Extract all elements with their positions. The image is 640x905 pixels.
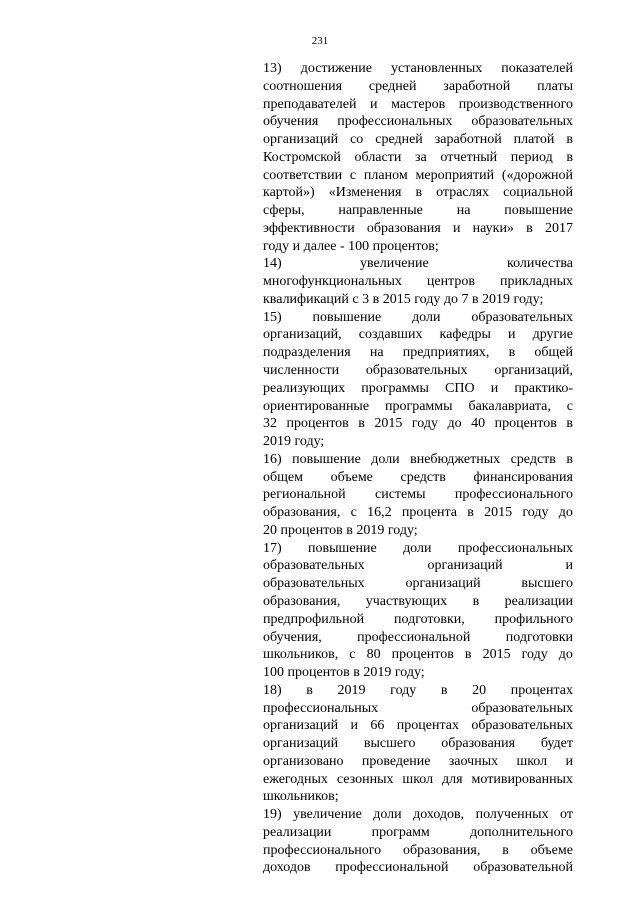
word: в [415, 185, 423, 201]
text-line [263, 96, 573, 114]
word: процента [401, 505, 458, 521]
word: повышение [504, 203, 573, 219]
word: и [565, 558, 573, 574]
word: 18) [263, 682, 282, 698]
word: образовательных [263, 576, 365, 592]
word: организаций, [494, 363, 573, 379]
word: практико- [514, 380, 573, 396]
word: направленные [338, 203, 423, 219]
word: реализации [504, 593, 573, 609]
word: региональной [263, 487, 346, 503]
word: 16,2 [367, 505, 392, 521]
word: и [452, 220, 461, 236]
word: с [349, 647, 356, 663]
word: в [508, 345, 516, 361]
word: году [521, 647, 548, 663]
word: в [464, 647, 472, 663]
word: с [566, 398, 573, 414]
word: объеме [530, 842, 573, 858]
word: планом [363, 167, 408, 183]
word: повышение [308, 540, 377, 556]
word: организаций, [263, 327, 342, 343]
text-line [263, 309, 573, 327]
word: отчетный [440, 149, 498, 165]
word: «Изменения [328, 185, 402, 201]
word: высшего [521, 576, 573, 592]
word: до [558, 505, 573, 521]
word: доли [412, 309, 441, 325]
text-line [263, 326, 573, 344]
word: профессиональной [357, 629, 471, 645]
word: 2019 году; [263, 434, 325, 450]
word: науки» [472, 220, 514, 236]
word: и [508, 327, 516, 343]
word: образования [441, 736, 516, 752]
word: году [522, 505, 549, 521]
word: доходов, [413, 807, 465, 823]
text-line [263, 433, 573, 451]
text-line [263, 664, 573, 682]
word: соотношения [263, 78, 343, 94]
word: заочных [448, 753, 499, 769]
text-line [263, 593, 573, 611]
word: показателей [501, 61, 573, 76]
word: в [502, 842, 509, 858]
word: в [467, 505, 474, 521]
text-line [263, 344, 573, 362]
word: до [558, 647, 573, 663]
word: финансирования [473, 469, 573, 485]
word: школ [516, 753, 548, 769]
word: школ [402, 771, 434, 787]
word: программ [371, 824, 430, 840]
text-line [263, 504, 573, 522]
word: 17) [263, 540, 282, 556]
word: от [560, 807, 573, 823]
text-line [263, 806, 573, 824]
word: средств [510, 451, 556, 467]
word: в [566, 416, 573, 432]
word: школьников; [263, 789, 339, 805]
word: в [440, 682, 448, 698]
word: организаций [263, 736, 339, 752]
word: создавших [358, 327, 423, 343]
word: общем [263, 469, 303, 485]
word: обучения [263, 114, 319, 130]
word: организаций [427, 558, 503, 574]
word: количества [507, 256, 573, 272]
word: процентах [396, 718, 459, 734]
text-line [263, 291, 573, 309]
word: кафедры [439, 327, 491, 343]
word: школьников, [263, 647, 339, 663]
document-body [263, 60, 573, 877]
word: 2015 [484, 505, 513, 521]
word: профессиональной [335, 860, 449, 876]
word: организаций [405, 576, 481, 592]
word: профессиональных [263, 700, 379, 716]
word: 2019 [337, 682, 366, 698]
word: в [566, 149, 573, 165]
text-line [263, 859, 573, 877]
text-line [263, 60, 573, 78]
word: 19) [263, 807, 282, 823]
word: предприятиях, [402, 345, 490, 361]
word: ориентированные [263, 398, 370, 414]
text-line [263, 273, 573, 291]
text-line [263, 78, 573, 96]
text-line [263, 415, 573, 433]
text-line [263, 131, 573, 149]
word: в [358, 416, 365, 432]
word: 100 процентов в 2019 году; [263, 665, 425, 681]
text-line [263, 629, 573, 647]
word: средней [368, 78, 417, 94]
text-line [263, 788, 573, 806]
word: образования [366, 220, 441, 236]
word: СПО [445, 380, 475, 396]
text-line [263, 771, 573, 789]
word: до [447, 416, 462, 432]
text-line [263, 611, 573, 629]
text-line [263, 398, 573, 416]
word: предпрофильной [263, 611, 365, 627]
word: организаций [263, 132, 339, 148]
word: объеме [330, 469, 373, 485]
text-line [263, 486, 573, 504]
word: общей [534, 345, 573, 361]
word: образовательных [471, 309, 573, 325]
word: достижение [300, 61, 372, 76]
word: обучения, [263, 629, 322, 645]
text-line [263, 646, 573, 664]
word: средств [400, 469, 446, 485]
word: подготовки [505, 629, 573, 645]
word: в [472, 593, 480, 609]
text-line [263, 540, 573, 558]
word: центров [426, 274, 475, 290]
text-line [263, 238, 573, 256]
text-line [263, 451, 573, 469]
text-line [263, 700, 573, 718]
word: 2015 [482, 647, 511, 663]
word: реализующих [263, 380, 346, 396]
word: на [369, 345, 384, 361]
text-line [263, 735, 573, 753]
word: системы [374, 487, 426, 503]
word: организовано [263, 753, 344, 769]
word: платы [537, 78, 573, 94]
word: бакалавриата, [468, 398, 551, 414]
word: 13) [263, 61, 282, 76]
word: 2015 [374, 416, 403, 432]
word: период [510, 149, 553, 165]
word: 20 [472, 682, 487, 698]
word: отраслях [436, 185, 490, 201]
word: будет [540, 736, 573, 752]
word: доли [403, 540, 432, 556]
word: дополнительного [470, 824, 573, 840]
word: процентов [286, 416, 349, 432]
word: другие [532, 327, 573, 343]
word: образовательных [471, 700, 573, 716]
word: картой») [263, 185, 315, 201]
word: численности [263, 363, 340, 379]
word: внебюджетных [410, 451, 501, 467]
word: эффективности [263, 220, 355, 236]
word: повышение [292, 451, 361, 467]
word: профильного [494, 611, 573, 627]
word: увеличение [293, 807, 362, 823]
text-line [263, 149, 573, 167]
word: процентов [494, 416, 557, 432]
word: процентах [510, 682, 573, 698]
word: образования, [402, 842, 481, 858]
word: прикладных [499, 274, 573, 290]
word: Костромской [263, 149, 341, 165]
word: году [390, 682, 417, 698]
text-line [263, 380, 573, 398]
word: платой [513, 132, 555, 148]
word: для [442, 771, 463, 787]
word: заработной [443, 78, 511, 94]
text-line [263, 717, 573, 735]
word: программы [384, 398, 453, 414]
word: со [350, 132, 364, 148]
text-line [263, 522, 573, 540]
text-line [263, 682, 573, 700]
text-line [263, 220, 573, 238]
word: в [526, 220, 533, 236]
word: году [411, 416, 438, 432]
page-number: 231 [311, 35, 329, 47]
word: многофункциональных [263, 274, 402, 290]
word: сферы, [263, 203, 305, 219]
word: 15) [263, 309, 282, 325]
word: с [350, 505, 357, 521]
word: мотивированных [471, 771, 573, 787]
word: профессиональных [337, 114, 453, 130]
text-line [263, 202, 573, 220]
word: квалификаций с 3 в 2015 году до 7 в 2019 году; [263, 291, 544, 307]
word: средней [375, 132, 423, 148]
word: и [565, 753, 573, 769]
text-line [263, 469, 573, 487]
word: организаций [263, 718, 339, 734]
word: профессионального [454, 487, 573, 503]
word: сезонных [336, 771, 394, 787]
word: образовательных [471, 718, 573, 734]
word: области [354, 149, 402, 165]
word: 20 процентов в 2019 году; [263, 522, 418, 538]
text-line [263, 557, 573, 575]
word: и [370, 96, 378, 112]
text-line [263, 575, 573, 593]
word: образовательных [365, 363, 468, 379]
text-line [263, 113, 573, 131]
word: подготовки, [393, 611, 465, 627]
word: профессиональных [457, 540, 573, 556]
word: в [566, 132, 573, 148]
word: 16) [263, 451, 282, 467]
word: соответствии [263, 167, 343, 183]
word: ежегодных [263, 771, 328, 787]
word: образовательных [471, 114, 573, 130]
text-line [263, 824, 573, 842]
word: 80 [366, 647, 381, 663]
word: за [415, 149, 427, 165]
word: мастеров [391, 96, 446, 112]
word: 2017 [544, 220, 573, 236]
word: процентов [391, 647, 454, 663]
word: доли [371, 451, 400, 467]
text-line [263, 362, 573, 380]
text-line [263, 842, 573, 860]
word: («дорожной [501, 167, 573, 183]
text-line [263, 753, 573, 771]
word: установленных [391, 61, 483, 76]
text-line [263, 255, 573, 273]
word: 14) [263, 256, 282, 272]
word: высшего [363, 736, 416, 752]
word: программы [361, 380, 429, 396]
word: производственного [458, 96, 573, 112]
word: проведение [361, 753, 431, 769]
word: заработной [434, 132, 502, 148]
word: 66 [370, 718, 385, 734]
word: и [490, 380, 499, 396]
word: на [456, 203, 471, 219]
word: увеличение [360, 256, 429, 272]
word: профессионального [263, 842, 382, 858]
word: образовательной [473, 860, 573, 876]
word: реализации [263, 824, 332, 840]
word: подразделения [263, 345, 351, 361]
word: повышение [312, 309, 382, 325]
word: доли [373, 807, 402, 823]
word: 32 [263, 416, 277, 432]
word: с [349, 167, 357, 183]
word: и [350, 718, 359, 734]
word: полученных [475, 807, 549, 823]
text-line [263, 167, 573, 185]
word: 40 [471, 416, 486, 432]
word: году и далее - 100 процентов; [263, 238, 439, 254]
word: образования, [263, 505, 341, 521]
word: участвующих [365, 593, 448, 609]
word: образовательных [263, 558, 365, 574]
word: образования, [263, 593, 341, 609]
text-line [263, 184, 573, 202]
word: преподавателей [263, 96, 357, 112]
word: в [306, 682, 313, 698]
word: в [566, 451, 573, 467]
word: мероприятий [415, 167, 495, 183]
word: социальной [503, 185, 573, 201]
word: доходов [263, 860, 311, 876]
